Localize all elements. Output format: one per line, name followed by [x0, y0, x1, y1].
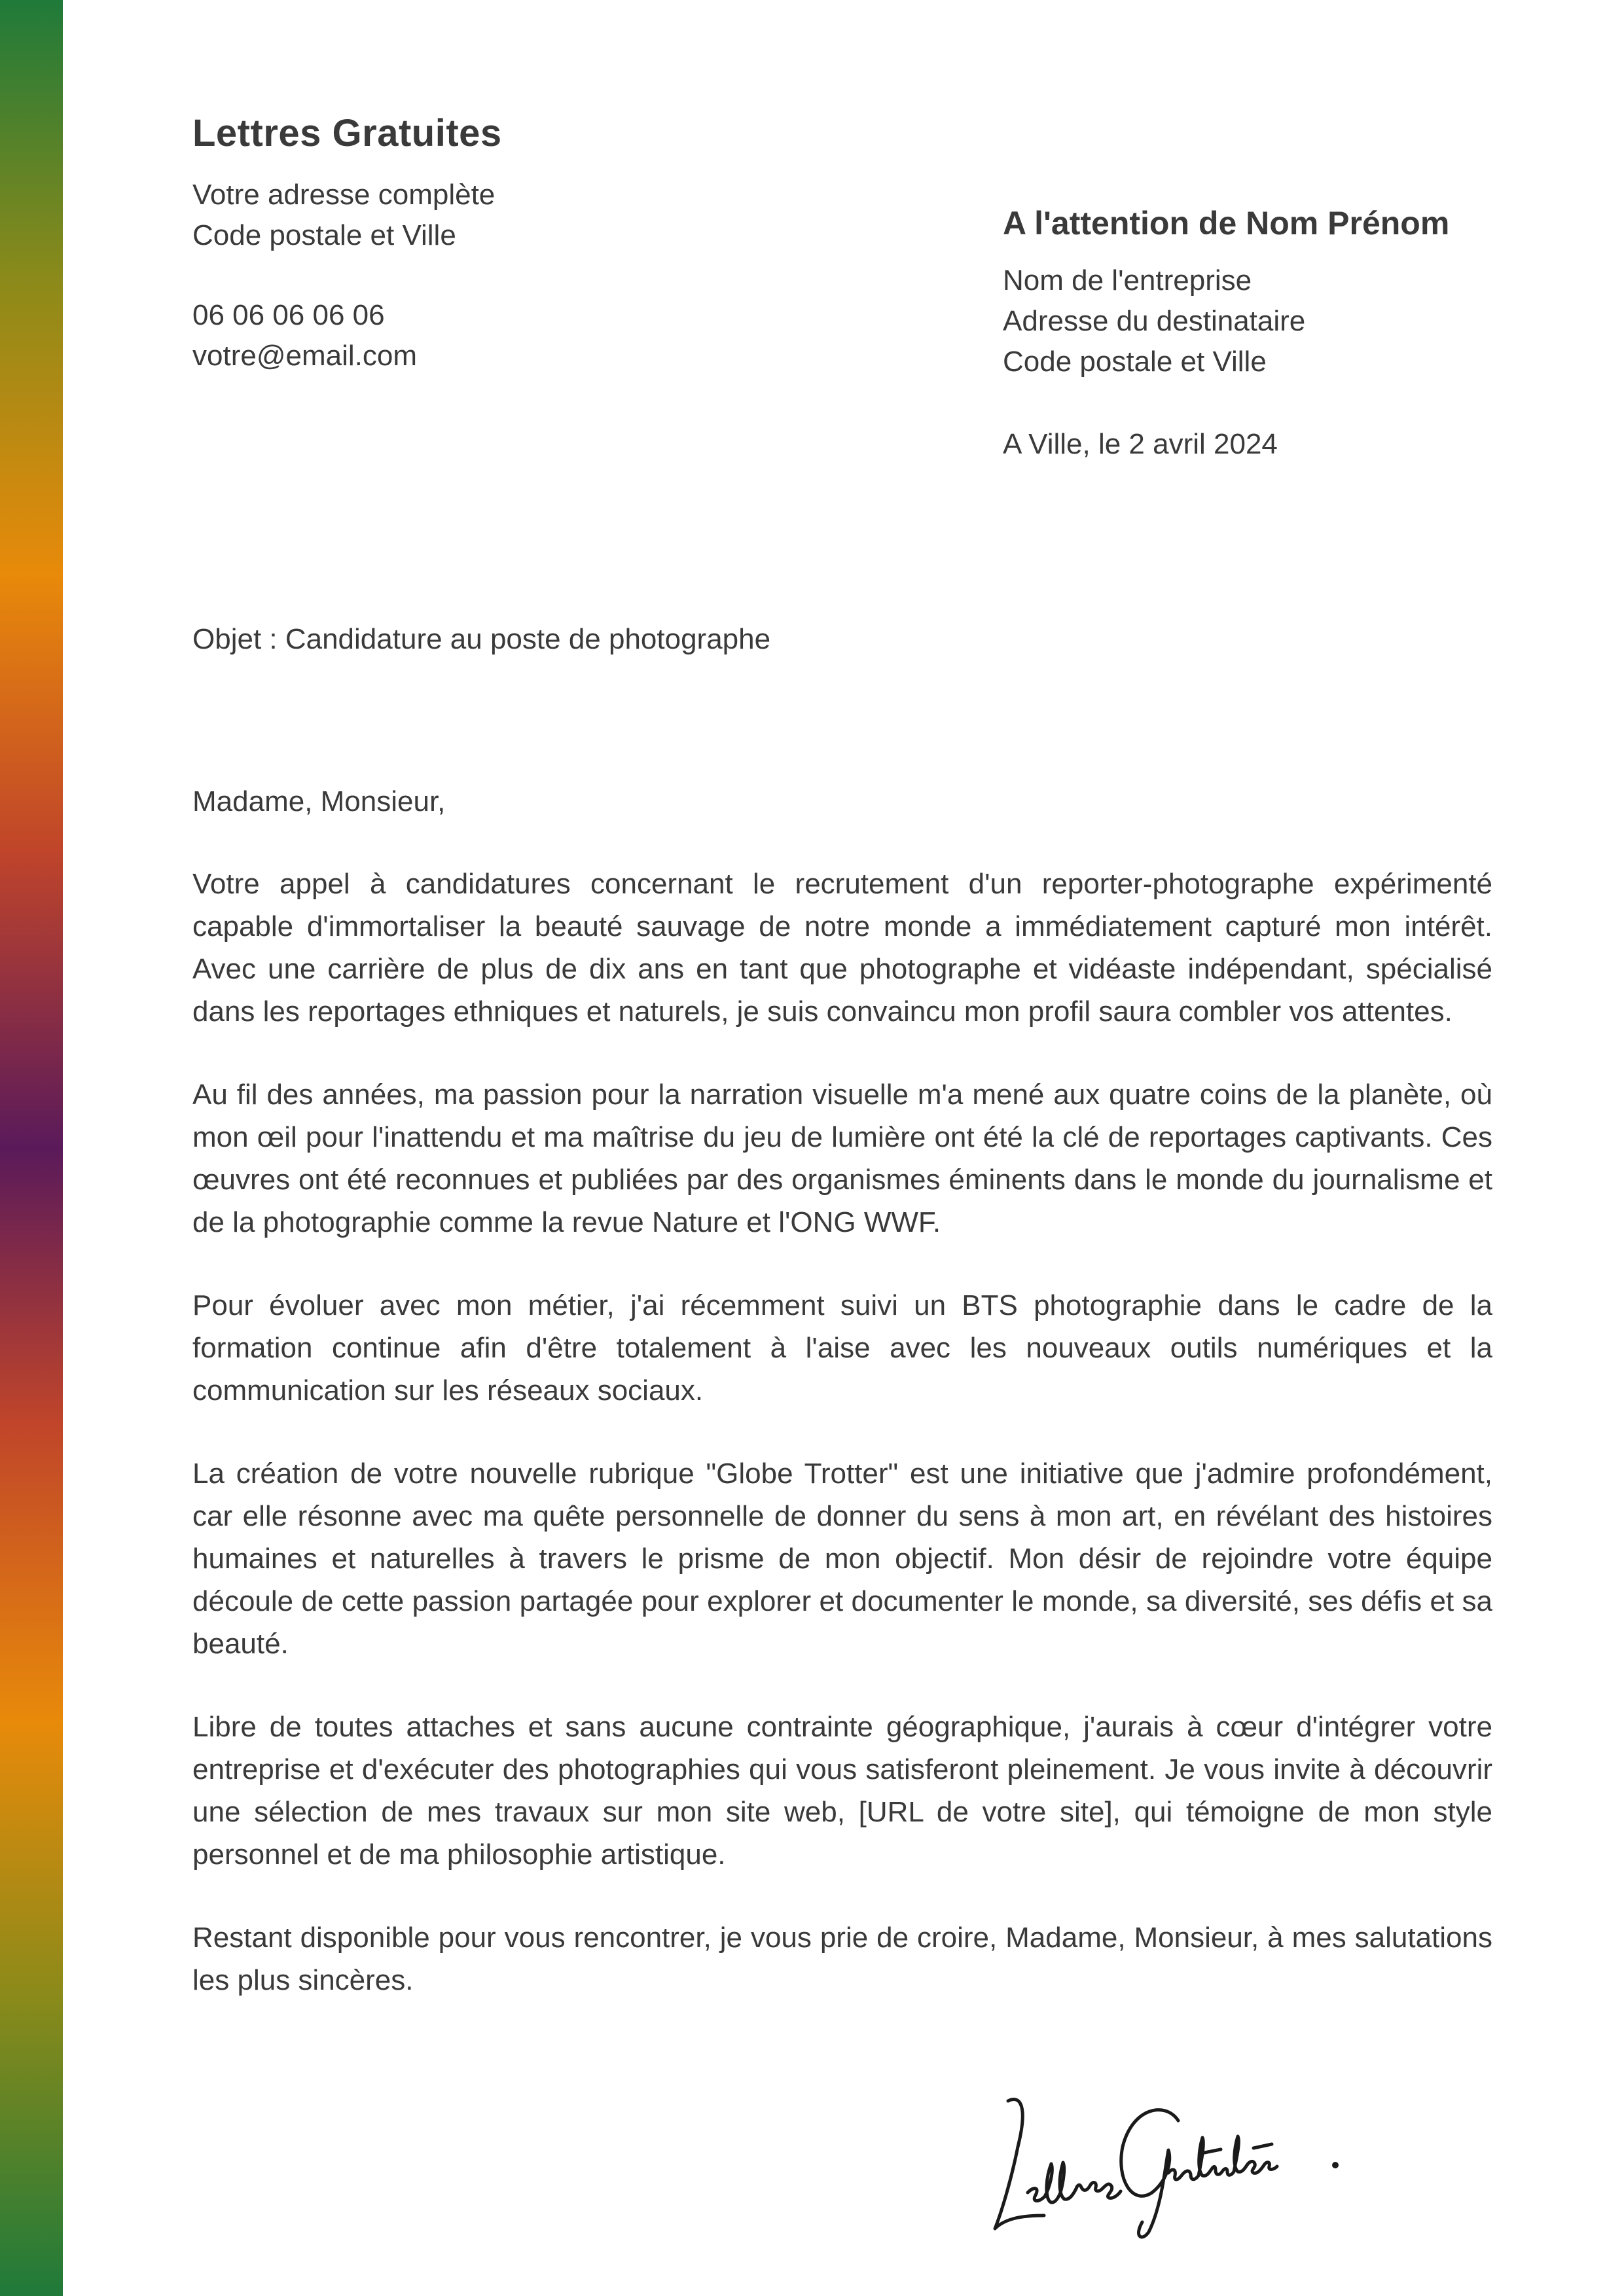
sender-block: [192, 111, 782, 376]
recipient-company: Nom de l'entreprise: [1003, 264, 1252, 296]
decorative-gradient-band: [0, 0, 63, 2296]
handwritten-signature: [982, 2075, 1375, 2245]
sender-name: Lettres Gratuites: [192, 112, 502, 154]
recipient-city: Code postale et Ville: [1003, 346, 1267, 378]
body-paragraph-3: Pour évoluer avec mon métier, j'ai récemment suivi un BTS photographie dans le cadre de la formation continue afin d'être totalement à l'aise avec les nouveaux outils numériques et la communication sur les réseaux sociaux.: [192, 1289, 1492, 1407]
recipient-block: [1003, 204, 1566, 465]
letter-body: [192, 781, 1492, 2042]
letter-subject: Objet : Candidature au poste de photographe: [192, 623, 771, 655]
sender-phone: 06 06 06 06 06: [192, 299, 385, 331]
spacer: [192, 256, 782, 295]
body-paragraph-4: La création de votre nouvelle rubrique "Globe Trotter" est une initiative que j'admire profondément, car elle résonne avec ma quête personnelle de donner du sens à mon art, en révélant des histoires humaines et naturelles à travers le prisme de mon objectif. Mon désir de rejoindre votre équipe découle de cette passion partagée pour explorer et documenter le monde, sa diversité, ses défis et sa beauté.: [192, 1458, 1492, 1660]
body-paragraph-1: Votre appel à candidatures concernant le recrutement d'un reporter-photographe expérimenté capable d'immortaliser la beauté sauvage de notre monde a immédiatement capturé mon intérêt. Avec une carrière de plus de dix ans en tant que photographe et vidéaste indépendant, spécialisé dans les reportages ethniques et naturels, je suis convaincu mon profil saura combler vos attentes.: [192, 868, 1492, 1028]
body-paragraph-2: Au fil des années, ma passion pour la narration visuelle m'a mené aux quatre coins de la planète, où mon œil pour l'inattendu et ma maîtrise du jeu de lumière ont été la clé de reportages captivants. Ces œuvres ont été reconnues et publiées par des organismes éminents dans le monde du journalisme et de la photographie comme la revue Nature et l'ONG WWF.: [192, 1079, 1492, 1238]
body-paragraph-5: Libre de toutes attaches et sans aucune contrainte géographique, j'aurais à cœur d'intégrer votre entreprise et d'exécuter des photographies qui vous satisferont pleinement. Je vous invite à découvrir une sélection de mes travaux sur mon site web, [URL de votre site], qui témoigne de mon style personnel et de ma philosophie artistique.: [192, 1711, 1492, 1871]
sender-email: votre@email.com: [192, 340, 417, 372]
letter-date: A Ville, le 2 avril 2024: [1003, 428, 1278, 460]
recipient-address: Adresse du destinataire: [1003, 305, 1306, 337]
body-paragraph-6: Restant disponible pour vous rencontrer, je vous prie de croire, Madame, Monsieur, à mes salutations les plus sincères.: [192, 1922, 1492, 1996]
sender-address: Votre adresse complète: [192, 179, 496, 211]
recipient-attention: A l'attention de Nom Prénom: [1003, 205, 1450, 242]
sender-city: Code postale et Ville: [192, 219, 456, 251]
salutation: Madame, Monsieur,: [192, 785, 446, 817]
